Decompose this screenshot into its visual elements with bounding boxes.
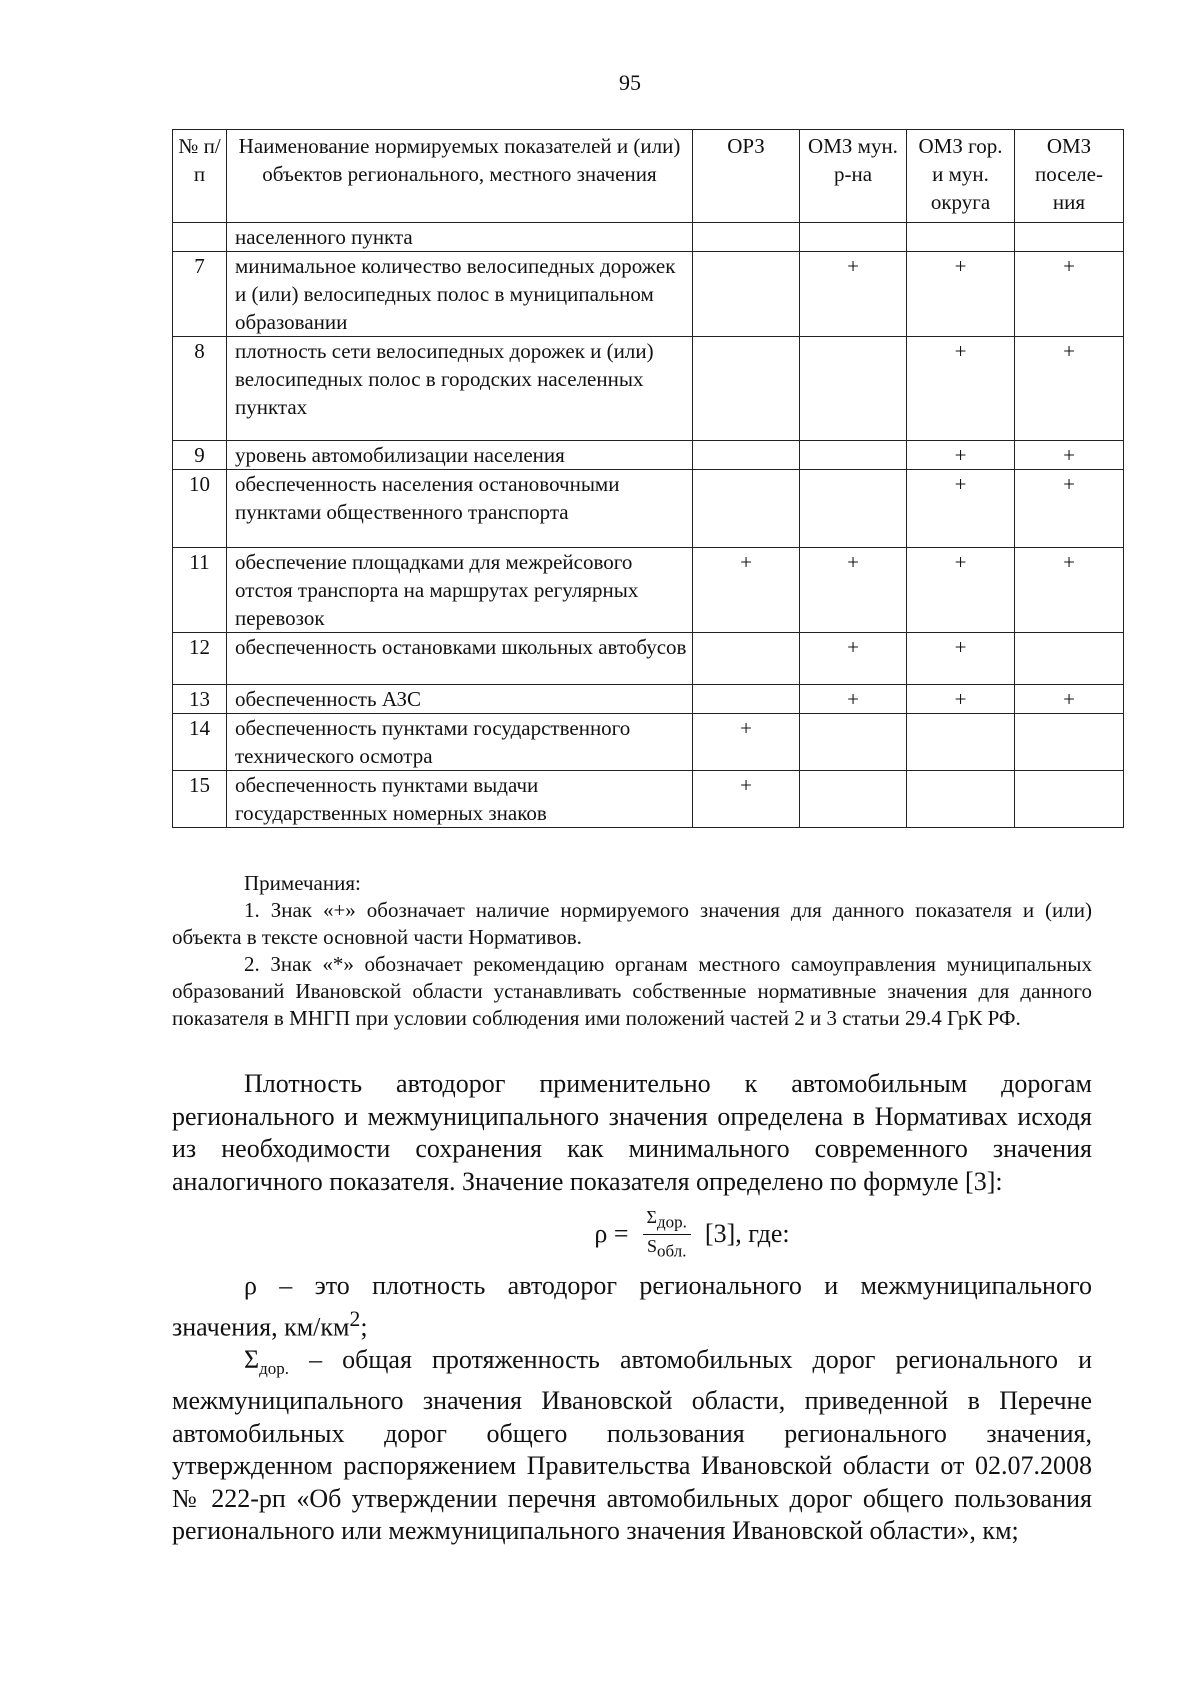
definition-rho: ρ – это плотность автодорог регионального и межмуниципального значения, $км/км^2$; <box>172 1271 1092 1342</box>
row-number: 9 <box>173 441 227 470</box>
page-number: 95 <box>619 70 641 95</box>
row-name: обеспеченность пунктами государственного технического осмотра <box>227 714 693 771</box>
mark-omz-settlement <box>1015 633 1124 685</box>
row-number <box>173 223 227 252</box>
mark-omz-settlement: + <box>1015 252 1124 337</box>
mark-omz-city-district <box>907 223 1015 252</box>
definition-sigma: $\Sigma_{дор.}$ – общая протяженность автомобильных дорог регионального и межмуниципального значения Ивановской области, приведенной в Перечне автомобильных дорог общего пользования регионального значения, утвержденном распоряжением Правительства Ивановской области от 02.07.2008 № 222-рп «Об утверждении перечня автомобильных дорог общего пользования регионального или межмуниципального значения Ивановской области», км; <box>172 1344 1092 1546</box>
density-formula <box>172 1198 1092 1270</box>
header-name: Наименование нормируемых показателей и (или) объектов регионального, местного значения <box>227 130 693 223</box>
notes-section <box>172 870 1092 1032</box>
row-name: плотность сети велосипедных дорожек и (или) велосипедных полос в городских населенных пунктах <box>227 337 693 441</box>
row-name: обеспеченность АЗС <box>227 685 693 714</box>
row-number: 7 <box>173 252 227 337</box>
formula-fraction <box>643 1206 691 1262</box>
mark-omz-mun-district <box>800 337 907 441</box>
formula-numerator: $\Sigma_{дор.}$ <box>643 1206 691 1235</box>
row-number: 10 <box>173 470 227 548</box>
row-name: обеспеченность пунктами выдачи государственных номерных знаков <box>227 771 693 828</box>
note-item: 2. Знак «*» обозначает рекомендацию органам местного самоуправления муниципальных образований Ивановской области устанавливать собственные нормативные значения для данного показателя в МНГП при условии соблюдения ими положений частей 2 и 3 статьи 29.4 ГрК РФ. <box>172 952 1092 1030</box>
body-text <box>172 1068 1092 1548</box>
table-row <box>173 714 1124 771</box>
mark-omz-city-district: + <box>907 633 1015 685</box>
header-num: № п/п <box>173 130 227 223</box>
row-number: 8 <box>173 337 227 441</box>
mark-omz-settlement: + <box>1015 548 1124 633</box>
mark-omz-mun-district <box>800 223 907 252</box>
mark-orz <box>693 223 800 252</box>
table-row <box>173 470 1124 548</box>
table-row <box>173 771 1124 828</box>
mark-omz-mun-district <box>800 441 907 470</box>
row-name: обеспечение площадками для межрейсового отстоя транспорта на маршрутах регулярных перевозок <box>227 548 693 633</box>
header-omz-settlement: ОМЗ поселе-ния <box>1015 130 1124 223</box>
header-omz-city-district: ОМЗ гор. и мун. округа <box>907 130 1015 223</box>
mark-orz <box>693 337 800 441</box>
mark-omz-city-district <box>907 714 1015 771</box>
table-row <box>173 633 1124 685</box>
mark-orz <box>693 470 800 548</box>
table-row <box>173 441 1124 470</box>
mark-orz: + <box>693 548 800 633</box>
mark-omz-mun-district: + <box>800 252 907 337</box>
formula-lhs: ρ = <box>594 1218 629 1248</box>
mark-omz-settlement <box>1015 223 1124 252</box>
table-row <box>173 685 1124 714</box>
row-name: обеспеченность населения остановочными пунктами общественного транспорта <box>227 470 693 548</box>
mark-omz-city-district: + <box>907 548 1015 633</box>
mark-omz-city-district: + <box>907 685 1015 714</box>
row-number: 12 <box>173 633 227 685</box>
mark-omz-settlement: + <box>1015 470 1124 548</box>
mark-omz-mun-district: + <box>800 633 907 685</box>
mark-omz-city-district: + <box>907 470 1015 548</box>
mark-orz <box>693 252 800 337</box>
mark-omz-mun-district: + <box>800 548 907 633</box>
row-name: обеспеченность остановками школьных автобусов <box>227 633 693 685</box>
mark-omz-mun-district <box>800 714 907 771</box>
row-name: минимальное количество велосипедных дорожек и (или) велосипедных полос в муниципальном образовании <box>227 252 693 337</box>
mark-orz <box>693 685 800 714</box>
row-number: 13 <box>173 685 227 714</box>
row-number: 11 <box>173 548 227 633</box>
mark-orz: + <box>693 771 800 828</box>
mark-omz-city-district: + <box>907 337 1015 441</box>
mark-omz-city-district: + <box>907 252 1015 337</box>
mark-omz-city-district: + <box>907 441 1015 470</box>
table-row <box>173 548 1124 633</box>
mark-omz-settlement: + <box>1015 337 1124 441</box>
mark-omz-mun-district: + <box>800 685 907 714</box>
paragraph: Плотность автодорог применительно к автомобильным дорогам регионального и межмуниципального значения определена в Нормативах исходя из необходимости сохранения как минимального современного значения аналогичного показателя. Значение показателя определено по формуле [3]: <box>172 1069 1092 1196</box>
note-item: 1. Знак «+» обозначает наличие нормируемого значения для данного показателя и (или) объекта в тексте основной части Нормативов. <box>172 898 1092 949</box>
table-row <box>173 223 1124 252</box>
norms-table <box>172 129 1124 828</box>
row-name: уровень автомобилизации населения <box>227 441 693 470</box>
table-header-row <box>173 130 1124 223</box>
header-orz: ОРЗ <box>693 130 800 223</box>
mark-omz-settlement <box>1015 771 1124 828</box>
table-row <box>173 337 1124 441</box>
mark-omz-city-district <box>907 771 1015 828</box>
formula-reference: [3], где: <box>704 1218 790 1248</box>
mark-omz-settlement: + <box>1015 685 1124 714</box>
row-name: населенного пункта <box>227 223 693 252</box>
notes-heading: Примечания: <box>244 871 361 895</box>
mark-omz-mun-district <box>800 771 907 828</box>
mark-omz-settlement <box>1015 714 1124 771</box>
row-number: 15 <box>173 771 227 828</box>
table-body <box>173 223 1124 828</box>
mark-omz-mun-district <box>800 470 907 548</box>
mark-orz <box>693 633 800 685</box>
row-number: 14 <box>173 714 227 771</box>
table-row <box>173 252 1124 337</box>
mark-orz: + <box>693 714 800 771</box>
header-omz-mun-district: ОМЗ мун. р-на <box>800 130 907 223</box>
mark-orz <box>693 441 800 470</box>
formula-denominator: $S_{обл.}$ <box>646 1235 687 1261</box>
mark-omz-settlement: + <box>1015 441 1124 470</box>
